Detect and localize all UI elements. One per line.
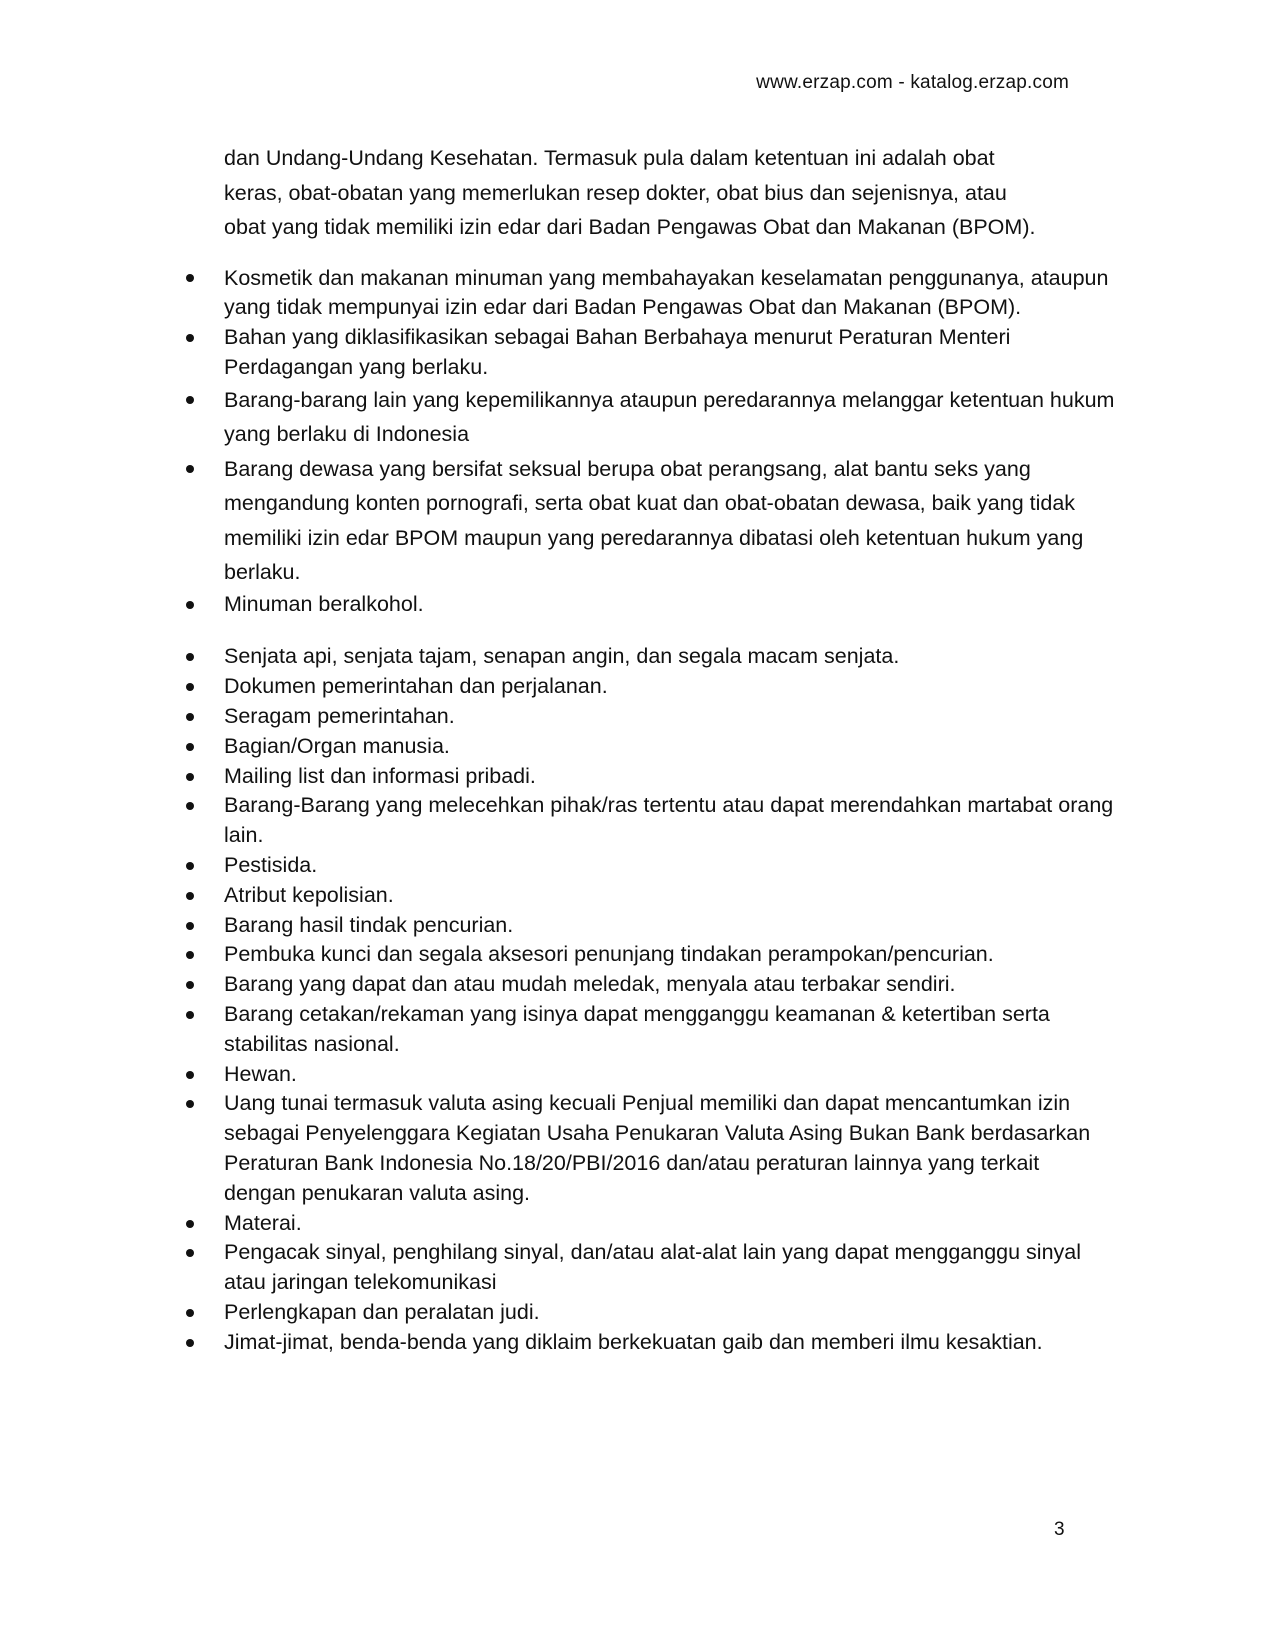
list-item-text: Materai.: [224, 1210, 302, 1235]
list-item-text: Seragam pemerintahan.: [224, 704, 455, 729]
bullet-icon: [186, 452, 196, 487]
list-item-text: Perlengkapan dan peralatan judi.: [224, 1300, 540, 1325]
paragraph-line: keras, obat-obatan yang memerlukan resep dokter, obat bius dan sejenisnya, atau: [224, 180, 1007, 205]
bullet-icon: [186, 1089, 196, 1119]
prohibited-items-list-1: [185, 264, 1115, 620]
list-item-text: Uang tunai termasuk valuta asing kecuali Penjual memiliki dan dapat mencantumkan izin sebagai Penyelenggara Kegiatan Usaha Penukaran Valuta Asing Bukan Bank berdasarkan Peraturan Bank Indonesia No.18/20/PBI/2016 dan/atau peraturan lainnya yang terkait dengan penukaran valuta asing.: [224, 1091, 1091, 1205]
bullet-icon: [186, 702, 196, 732]
paragraph-line: dan Undang-Undang Kesehatan. Termasuk pula dalam ketentuan ini adalah obat: [224, 146, 995, 170]
list-item-text: Hewan.: [224, 1061, 297, 1086]
list-item: [185, 1328, 1115, 1358]
list-item: [185, 672, 1115, 702]
list-item: [185, 642, 1115, 672]
document-body: [185, 141, 1115, 1358]
list-item: [185, 911, 1115, 941]
list-item-text: Kosmetik dan makanan minuman yang membahayakan keselamatan penggunanya, ataupun yang tidak mempunyai izin edar dari Badan Pengawas Obat dan Makanan (BPOM).: [224, 265, 1109, 320]
bullet-icon: [186, 791, 196, 821]
list-item-text: Pengacak sinyal, penghilang sinyal, dan/atau alat-alat lain yang dapat mengganggu sinyal atau jaringan telekomunikasi: [224, 1240, 1082, 1295]
list-item-text: Pestisida.: [224, 853, 318, 878]
list-item: [185, 452, 1115, 590]
bullet-icon: [186, 1000, 196, 1030]
list-item-text: Pembuka kunci dan segala aksesori penunjang tindakan perampokan/pencurian.: [224, 942, 994, 967]
list-item: [185, 1089, 1115, 1208]
list-item-text: Bahan yang diklasifikasikan sebagai Bahan Berbahaya menurut Peraturan Menteri Perdagangan yang berlaku.: [224, 325, 1011, 379]
bullet-icon: [186, 732, 196, 762]
list-item-text: Atribut kepolisian.: [224, 882, 394, 907]
list-item: [185, 732, 1115, 762]
list-item: [185, 940, 1115, 970]
bullet-icon: [186, 383, 196, 418]
list-item-text: Barang dewasa yang bersifat seksual berupa obat perangsang, alat bantu seks yang mengandung konten pornografi, serta obat kuat dan obat-obatan dewasa, baik yang tidak memiliki izin edar BPOM maupun yang peredarannya dibatasi oleh ketentuan hukum yang berlaku.: [224, 456, 1084, 585]
list-item: [185, 1209, 1115, 1239]
list-item-text: Barang hasil tindak pencurian.: [224, 912, 514, 937]
page-header-url: www.erzap.com - katalog.erzap.com: [756, 72, 1069, 93]
list-item: [185, 590, 1115, 620]
bullet-icon: [186, 1298, 196, 1328]
list-item: [185, 881, 1115, 911]
list-item: [185, 1060, 1115, 1090]
continuation-paragraph: [224, 141, 1115, 245]
list-item: [185, 383, 1115, 452]
list-item-text: Barang yang dapat dan atau mudah meledak, menyala atau terbakar sendiri.: [224, 972, 956, 997]
list-item-text: Mailing list dan informasi pribadi.: [224, 763, 536, 788]
bullet-icon: [186, 672, 196, 702]
page-number: 3: [1054, 1519, 1065, 1540]
prohibited-items-list-2: [185, 642, 1115, 1357]
bullet-icon: [186, 970, 196, 1000]
list-item-text: Bagian/Organ manusia.: [224, 733, 450, 758]
list-item-text: Barang-barang lain yang kepemilikannya ataupun peredarannya melanggar ketentuan hukum yang berlaku di Indonesia: [224, 387, 1115, 447]
bullet-icon: [186, 851, 196, 881]
list-item-text: Barang cetakan/rekaman yang isinya dapat mengganggu keamanan & ketertiban serta stabilitas nasional.: [224, 1002, 1050, 1056]
list-item: [185, 762, 1115, 792]
bullet-icon: [186, 1238, 196, 1268]
list-item-text: Dokumen pemerintahan dan perjalanan.: [224, 674, 608, 699]
list-item: [185, 1238, 1115, 1298]
bullet-icon: [186, 642, 196, 672]
bullet-icon: [186, 881, 196, 911]
bullet-icon: [186, 323, 196, 353]
bullet-icon: [186, 1060, 196, 1090]
list-item: [185, 851, 1115, 881]
bullet-icon: [186, 1209, 196, 1239]
list-item: [185, 702, 1115, 732]
bullet-icon: [186, 762, 196, 792]
list-item: [185, 1298, 1115, 1328]
list-item-text: Senjata api, senjata tajam, senapan angin, dan segala macam senjata.: [224, 644, 900, 669]
list-item: [185, 970, 1115, 1000]
bullet-icon: [186, 590, 196, 620]
list-item-text: Barang-Barang yang melecehkan pihak/ras tertentu atau dapat merendahkan martabat orang lain.: [224, 793, 1114, 848]
bullet-icon: [186, 264, 196, 294]
list-item-text: Jimat-jimat, benda-benda yang diklaim berkekuatan gaib dan memberi ilmu kesaktian.: [224, 1329, 1043, 1354]
list-item: [185, 1000, 1115, 1060]
bullet-icon: [186, 940, 196, 970]
bullet-icon: [186, 1328, 196, 1358]
bullet-icon: [186, 911, 196, 941]
list-item: [185, 323, 1115, 383]
list-item-text: Minuman beralkohol.: [224, 591, 424, 616]
list-item: [185, 264, 1115, 324]
list-item: [185, 791, 1115, 851]
paragraph-line: obat yang tidak memiliki izin edar dari Badan Pengawas Obat dan Makanan (BPOM).: [224, 215, 1036, 239]
